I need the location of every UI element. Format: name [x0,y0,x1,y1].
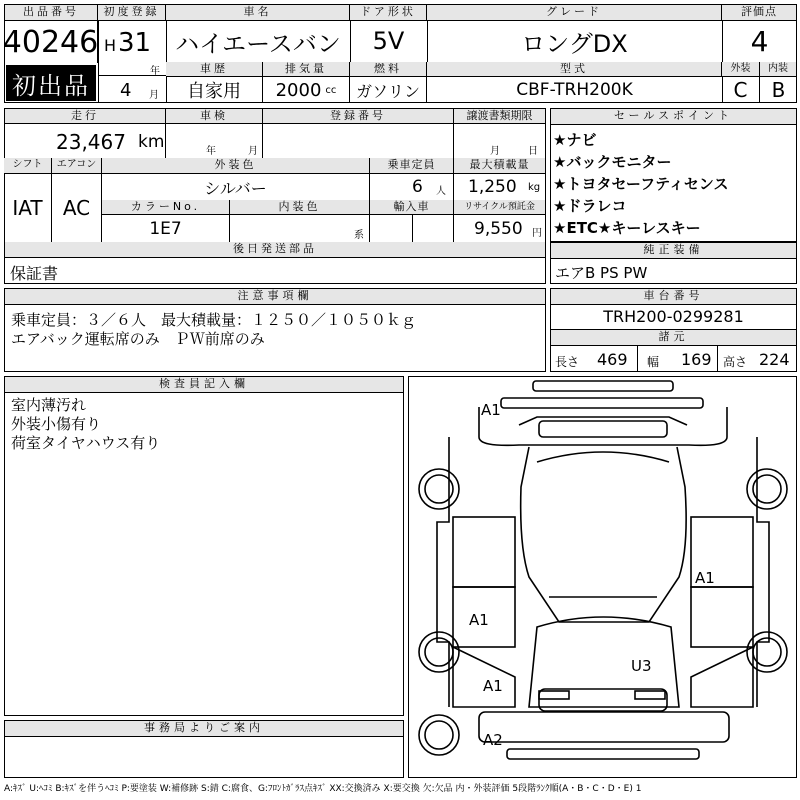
mark-rear-bottom: A2 [483,731,503,749]
notes-line: エアバック運転席のみ ＰＷ前席のみ [11,330,265,348]
transfer-day-unit: 日 [528,146,538,157]
displacement-label: 排気量 [263,62,350,77]
selling-point-item: ★トヨタセーフティセンス [553,175,729,193]
ext-color-value: シルバー [102,174,370,200]
mark-right-side: A1 [695,569,715,587]
doors-value: 5V [372,27,405,55]
later-parts-label: 後日発送部品 [4,242,546,258]
mileage-value: 23,467 [56,130,126,154]
int-color-label: 内装色 [230,200,370,215]
score-label: 評価点 [722,4,797,21]
mileage-unit: km [138,132,165,152]
score-int-label: 内装 [760,62,797,77]
recycle-label: リサイクル預託金 [454,200,546,215]
mileage-row [4,124,166,158]
reg-number-label: 登録番号 [263,108,454,124]
registration-era: H [104,36,117,55]
displacement-value [263,77,350,103]
ext-color-label: 外装色 [102,158,370,174]
displacement-number: 2000 [275,79,322,101]
registration-label: 初度登録 [98,4,166,21]
legend: A:ｷｽﾞ U:ﾍｺﾐ B:ｷｽﾞを伴うﾍｺﾐ P:要塗装 W:補修跡 S:錆 C:腐食、G:ﾌﾛﾝﾄｶﾞﾗｽ点ｷｽﾞ XX:交換済み X:要交換 欠:欠品 内・外装評価 5段階ﾗﾝｸ順(A・B・C・D・E) 1 [4,784,642,794]
history-value: 自家用 [166,77,263,103]
inspector-box [4,376,404,716]
grade-value: ロングDX [521,29,628,58]
mark-left-side: A1 [469,611,489,629]
length-label: 長さ [555,355,580,369]
reg-number-value [263,124,454,158]
car-name-label: 車名 [166,4,350,21]
lot-label: 出品番号 [4,4,98,21]
equipment-value: エアB PS PW [555,264,648,282]
selling-point-item: ★バックモニター [553,153,672,171]
import-label: 輸入車 [370,200,454,215]
capacity-unit: 人 [436,186,446,197]
chassis-label: 車台番号 [551,289,796,305]
first-listing-badge: 初出品 [6,65,96,101]
model-code-label: 型式 [427,62,722,77]
inspector-line: 外装小傷有り [11,415,102,433]
aircon-value: AC [52,174,102,242]
year-unit: 年 [150,66,160,77]
inspection-month-unit: 月 [248,146,258,157]
fuel-value: ガソリン [350,77,427,103]
fuel-label: 燃料 [350,62,427,77]
specs-label: 諸元 [551,329,796,346]
grade-label: グレード [427,4,722,21]
color-no-value: 1E7 [102,215,230,242]
month-unit: 月 [149,90,159,101]
recycle-number: 9,550 [474,219,523,239]
shift-value: IAT [4,174,52,242]
notes-label: 注意事項欄 [5,289,545,305]
lot-number: 40246 [4,21,98,63]
transfer-deadline-value [454,124,546,158]
height-label: 高さ [723,355,748,369]
selling-point-item: ★ETC★キーレスキー [553,219,701,237]
max-load-number: 1,250 [468,177,517,197]
office-box [4,720,404,778]
int-color-value [230,215,370,242]
recycle-value [454,215,546,242]
equipment-label: 純正装備 [551,243,796,259]
doors-label: ドア形状 [350,4,427,21]
selling-points-label: セールスポイント [551,109,796,125]
inspection-label: 車検 [166,108,263,124]
inspection-value [166,124,263,158]
inspector-label: 検査員記入欄 [5,377,403,393]
capacity-number: 6 [412,177,423,197]
inspector-line: 荷室タイヤハウス有り [11,434,161,452]
car-name-value: ハイエースバン [175,29,341,58]
score-ext-label: 外装 [722,62,760,77]
chassis-value: TRH200-0299281 [603,307,744,326]
recycle-unit: 円 [532,228,542,239]
width-value: 169 [681,350,712,369]
registration-month: 4 [120,80,132,101]
max-load-value [454,174,546,200]
mark-front-top: A1 [481,401,501,419]
transfer-month-unit: 月 [490,146,500,157]
mileage-label: 走行 [4,108,166,124]
inspection-year-unit: 年 [206,146,216,157]
max-load-unit: kg [528,182,541,193]
aircon-label: エアコン [52,158,102,174]
width-label: 幅 [647,355,660,369]
office-label: 事務局よりご案内 [5,721,403,737]
transfer-deadline-label: 譲渡書類期限 [454,108,546,124]
score-int-value: B [771,78,786,102]
score-ext-value: C [722,77,760,103]
chassis-box [550,288,797,372]
registration-year: 31 [118,28,152,58]
notes-line: 乗車定員：３／６人 最大積載量：１２５０／１０５０ｋｇ [11,311,417,329]
shift-label: シフト [4,158,52,174]
import-value [370,215,454,242]
score-value: 4 [750,24,769,58]
selling-point-item: ★ナビ [553,131,597,149]
inspector-line: 室内薄汚れ [11,396,87,414]
mark-rear-left: A1 [483,677,503,695]
notes-box [4,288,546,372]
mark-rear-center: U3 [631,657,652,675]
displacement-unit: cc [325,84,337,96]
height-value: 224 [759,350,790,369]
history-label: 車歴 [166,62,263,77]
max-load-label: 最大積載量 [454,158,546,174]
color-no-label: カラーNo. [102,200,230,215]
equipment-box [550,242,797,284]
vehicle-outline-icon [409,377,798,779]
length-value: 469 [597,350,628,369]
vehicle-diagram [408,376,797,778]
model-code-value: CBF-TRH200K [516,80,633,100]
selling-points-box [550,108,797,242]
capacity-value [370,174,454,200]
selling-points-list [551,125,796,243]
later-parts-value: 保証書 [10,264,59,283]
int-color-suffix: 系 [354,230,364,241]
capacity-label: 乗車定員 [370,158,454,174]
selling-point-item: ★ドラレコ [553,197,627,215]
